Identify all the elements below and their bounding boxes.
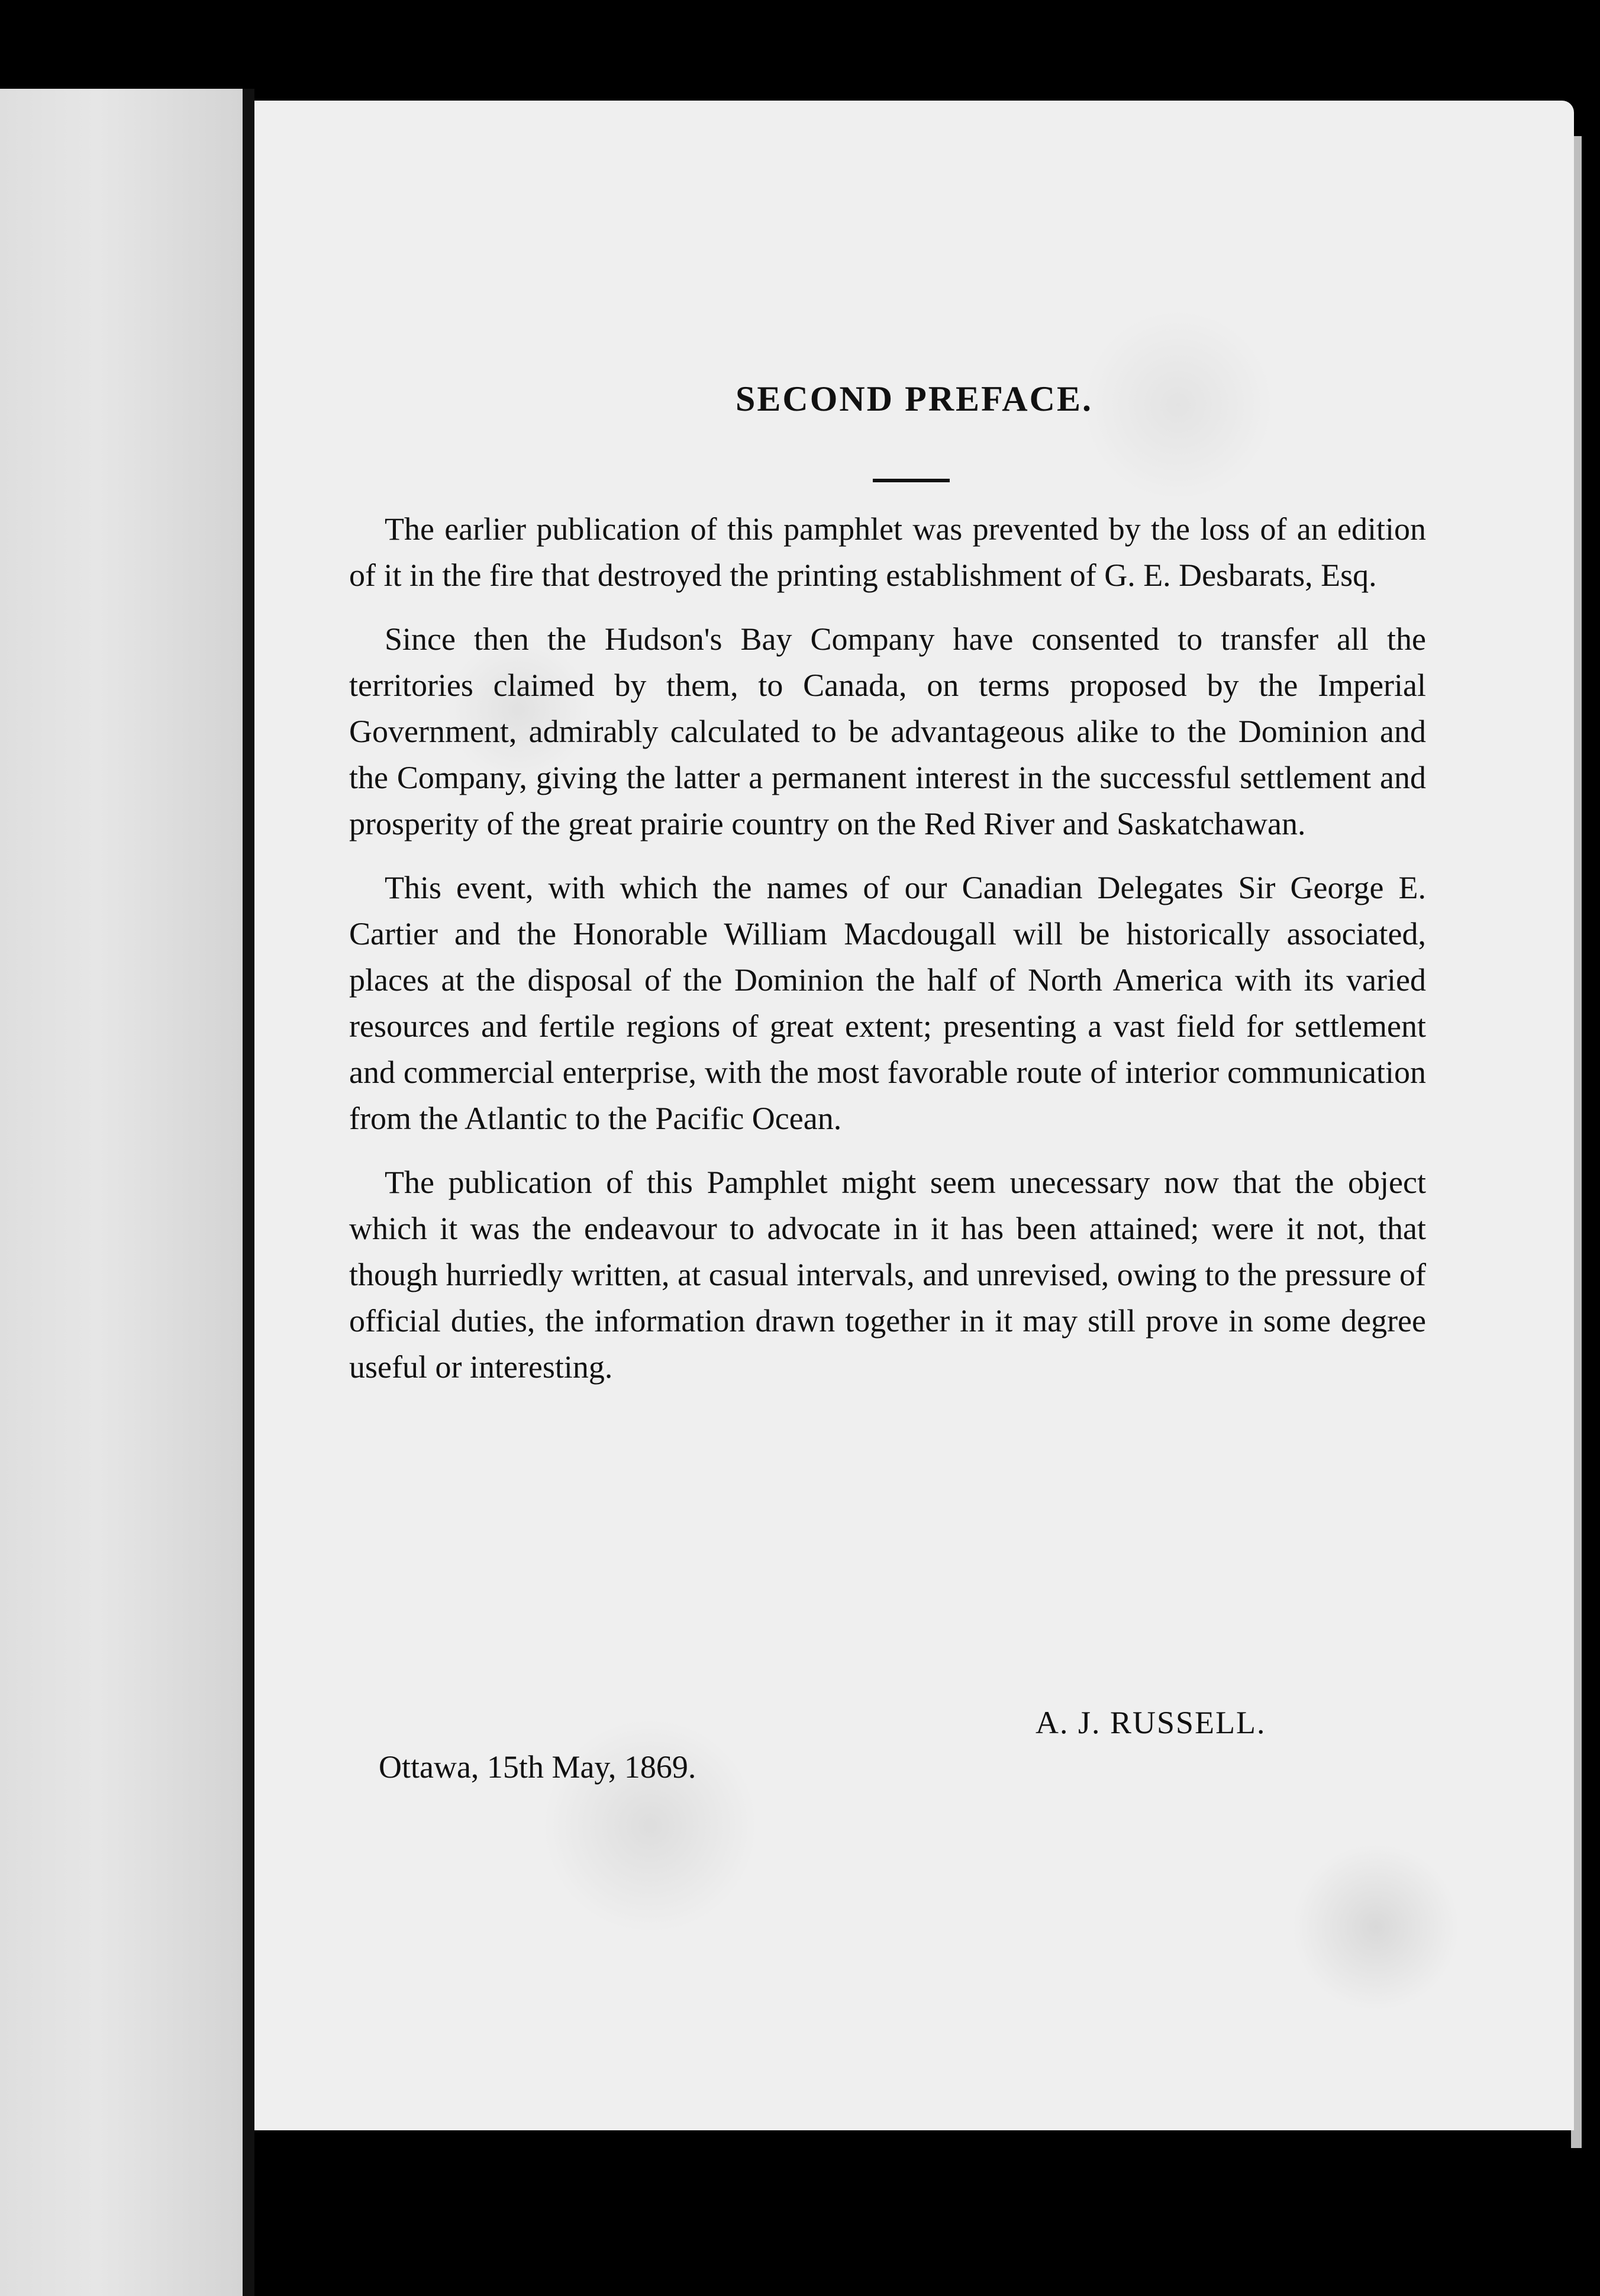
paragraph-3: This event, with which the names of our Canadian Delegates Sir George E. Cartier and the Honorable William Macdougall will be historically associated, places at the disposal of the Dominion the half of North America with its varied resources and fertile regions of great extent; presenting a vast field for settlement and commercial enterprise, with the most favorable route of interior communication from the Atlantic to the Pacific Ocean. (349, 870, 1426, 1136)
preface-body (349, 379, 1426, 1408)
facing-page (0, 89, 243, 2296)
page-title: SECOND PREFACE. (736, 379, 1093, 418)
paragraph-1: The earlier publication of this pamphlet was prevented by the loss of an edition of it in the fire that destroyed the printing establishment of G. E. Desbarats, Esq. (349, 511, 1426, 593)
paragraph-4: The publication of this Pamphlet might seem unecessary now that the object which it was the endeavour to advocate in it has been attained; were it not, that though hurriedly written, at casual intervals, and unrevised, owing to the pressure of official duties, the information drawn together in it may still prove in some degree useful or interesting. (349, 1165, 1426, 1385)
paragraph-2: Since then the Hudson's Bay Company have consented to transfer all the territories claimed by them, to Canada, on terms proposed by the Imperial Government, admirably calculated to be advantageous alike to the Dominion and the Company, giving the latter a permanent interest in the successful settlement and prosperity of the great prairie country on the Red River and Saskatchawan. (349, 621, 1426, 841)
title-rule (873, 479, 950, 482)
dateline: Ottawa, 15th May, 1869. (379, 1749, 696, 1785)
book-gutter (243, 89, 254, 2296)
author-signature: A. J. RUSSELL. (1036, 1705, 1266, 1740)
